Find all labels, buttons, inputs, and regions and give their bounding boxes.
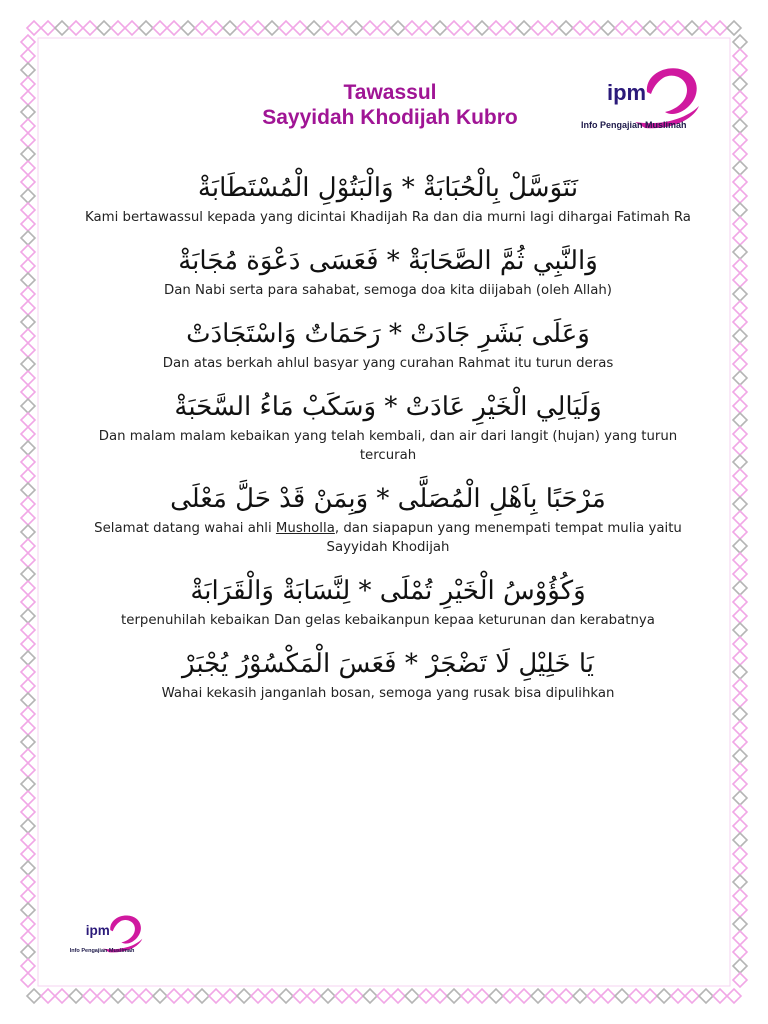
border-diamond bbox=[21, 77, 35, 91]
border-diamond bbox=[21, 105, 35, 119]
border-diamond bbox=[307, 989, 321, 1003]
border-diamond bbox=[21, 357, 35, 371]
verse-arabic: وَالنَّبِي ثُمَّ الصَّحَابَةْ * فَعَسَى دَعْوَة مُجَابَةْ bbox=[178, 246, 598, 276]
border-diamond bbox=[573, 21, 587, 35]
border-diamond bbox=[251, 21, 265, 35]
border-diamond bbox=[733, 637, 747, 651]
border-diamond bbox=[733, 875, 747, 889]
border-diamond bbox=[21, 945, 35, 959]
border-diamond bbox=[167, 989, 181, 1003]
border-diamond bbox=[475, 989, 489, 1003]
border-diamond bbox=[419, 21, 433, 35]
border-diamond bbox=[405, 21, 419, 35]
border-diamond bbox=[657, 989, 671, 1003]
verse-list bbox=[72, 168, 704, 703]
border-diamond bbox=[671, 989, 685, 1003]
border-diamond bbox=[733, 413, 747, 427]
verse-4 bbox=[72, 387, 704, 465]
border-diamond bbox=[21, 791, 35, 805]
border-diamond bbox=[733, 819, 747, 833]
border-diamond bbox=[21, 147, 35, 161]
border-diamond bbox=[21, 903, 35, 917]
border-diamond bbox=[447, 989, 461, 1003]
border-diamond bbox=[21, 805, 35, 819]
border-diamond bbox=[733, 161, 747, 175]
border-diamond bbox=[733, 903, 747, 917]
border-diamond bbox=[21, 49, 35, 63]
border-diamond bbox=[733, 665, 747, 679]
verse-6 bbox=[72, 571, 704, 630]
border-diamond bbox=[447, 21, 461, 35]
border-diamond bbox=[21, 217, 35, 231]
border-diamond bbox=[587, 989, 601, 1003]
border-diamond bbox=[125, 21, 139, 35]
border-diamond bbox=[21, 343, 35, 357]
border-diamond bbox=[733, 525, 747, 539]
border-diamond bbox=[21, 231, 35, 245]
border-diamond bbox=[21, 483, 35, 497]
border-diamond bbox=[335, 989, 349, 1003]
verse-arabic: وَعَلَى بَشَرِ جَادَتْ * رَحَمَاتٌ وَاسْتَجَادَتْ bbox=[186, 319, 590, 349]
border-diamond bbox=[223, 21, 237, 35]
border-diamond bbox=[237, 21, 251, 35]
border-diamond bbox=[21, 161, 35, 175]
border-diamond bbox=[21, 539, 35, 553]
border-diamond bbox=[21, 693, 35, 707]
border-diamond bbox=[733, 371, 747, 385]
border-diamond bbox=[733, 455, 747, 469]
border-diamond bbox=[21, 273, 35, 287]
border-diamond bbox=[503, 21, 517, 35]
verse-arabic: مَرْحَبًا بِاَهْلِ الْمُصَلَّى * وَبِمَنْ قَدْ حَلَّ مَعْلَى bbox=[170, 484, 606, 514]
border-diamond bbox=[733, 217, 747, 231]
border-diamond bbox=[21, 119, 35, 133]
border-diamond bbox=[733, 679, 747, 693]
border-diamond bbox=[733, 777, 747, 791]
border-diamond bbox=[41, 989, 55, 1003]
border-diamond bbox=[391, 989, 405, 1003]
border-diamond bbox=[685, 989, 699, 1003]
border-diamond bbox=[21, 399, 35, 413]
border-diamond bbox=[167, 21, 181, 35]
border-diamond bbox=[21, 763, 35, 777]
border-diamond bbox=[733, 91, 747, 105]
footer-ipm-logo bbox=[66, 910, 146, 960]
border-diamond bbox=[733, 567, 747, 581]
border-diamond bbox=[307, 21, 321, 35]
border-diamond bbox=[685, 21, 699, 35]
border-diamond bbox=[181, 21, 195, 35]
translation-text: , dan siapapun yang menempati tempat mulia yaitu Sayyidah Khodijah bbox=[326, 521, 682, 555]
border-diamond bbox=[657, 21, 671, 35]
border-diamond bbox=[21, 595, 35, 609]
border-diamond bbox=[223, 989, 237, 1003]
border-diamond bbox=[733, 931, 747, 945]
border-diamond bbox=[181, 989, 195, 1003]
border-diamond bbox=[573, 989, 587, 1003]
border-diamond bbox=[21, 133, 35, 147]
border-diamond bbox=[699, 989, 713, 1003]
border-diamond bbox=[733, 133, 747, 147]
border-diamond bbox=[489, 989, 503, 1003]
border-diamond bbox=[125, 989, 139, 1003]
border-diamond bbox=[475, 21, 489, 35]
border-diamond bbox=[21, 875, 35, 889]
border-diamond bbox=[733, 651, 747, 665]
border-diamond bbox=[21, 637, 35, 651]
border-diamond bbox=[733, 581, 747, 595]
border-diamond bbox=[21, 469, 35, 483]
title-line-2: Sayyidah Khodijah Kubro bbox=[262, 106, 518, 129]
logo-tagline: Info Pengajian Muslimah bbox=[581, 120, 687, 130]
border-diamond bbox=[733, 245, 747, 259]
border-diamond bbox=[279, 989, 293, 1003]
border-diamond bbox=[195, 989, 209, 1003]
border-diamond bbox=[69, 989, 83, 1003]
border-diamond bbox=[733, 945, 747, 959]
border-diamond bbox=[433, 989, 447, 1003]
border-diamond bbox=[97, 989, 111, 1003]
border-diamond bbox=[349, 989, 363, 1003]
border-diamond bbox=[733, 791, 747, 805]
border-diamond bbox=[733, 385, 747, 399]
border-diamond bbox=[21, 623, 35, 637]
border-diamond bbox=[733, 805, 747, 819]
border-diamond bbox=[21, 665, 35, 679]
border-diamond bbox=[21, 651, 35, 665]
logo-tagline: Info Pengajian Muslimah bbox=[69, 948, 135, 955]
border-diamond bbox=[733, 469, 747, 483]
border-diamond bbox=[27, 989, 41, 1003]
border-diamond bbox=[21, 581, 35, 595]
ipm-logo bbox=[575, 60, 705, 140]
border-diamond bbox=[671, 21, 685, 35]
border-diamond bbox=[21, 721, 35, 735]
verse-translation: Wahai kekasih janganlah bosan, semoga yang rusak bisa dipulihkan bbox=[161, 686, 615, 701]
border-diamond bbox=[363, 989, 377, 1003]
border-diamond bbox=[21, 847, 35, 861]
border-diamond bbox=[615, 21, 629, 35]
border-diamond bbox=[733, 973, 747, 987]
verse-translation bbox=[72, 519, 704, 557]
border-diamond bbox=[733, 441, 747, 455]
border-diamond bbox=[21, 63, 35, 77]
verse-arabic: يَا خَلِيْلِ لَا تَضْجَرْ * فَعَسَ الْمَكْسُوْرُ يُجْبَرْ bbox=[181, 649, 594, 679]
border-diamond bbox=[83, 989, 97, 1003]
border-diamond bbox=[21, 203, 35, 217]
border-diamond bbox=[733, 357, 747, 371]
border-diamond bbox=[321, 989, 335, 1003]
border-diamond bbox=[733, 763, 747, 777]
border-diamond bbox=[461, 989, 475, 1003]
border-diamond bbox=[733, 861, 747, 875]
border-diamond bbox=[643, 21, 657, 35]
verse-7 bbox=[72, 644, 704, 703]
border-diamond bbox=[21, 287, 35, 301]
border-diamond bbox=[643, 989, 657, 1003]
border-diamond bbox=[55, 21, 69, 35]
border-diamond bbox=[733, 889, 747, 903]
border-diamond bbox=[293, 989, 307, 1003]
logo-mark: ipm bbox=[85, 923, 110, 938]
border-diamond bbox=[209, 21, 223, 35]
border-diamond bbox=[21, 259, 35, 273]
border-diamond bbox=[21, 609, 35, 623]
border-diamond bbox=[733, 329, 747, 343]
border-diamond bbox=[733, 595, 747, 609]
border-diamond bbox=[21, 189, 35, 203]
border-diamond bbox=[559, 21, 573, 35]
border-diamond bbox=[461, 21, 475, 35]
border-diamond bbox=[153, 989, 167, 1003]
border-diamond bbox=[27, 21, 41, 35]
verse-5 bbox=[72, 479, 704, 557]
border-diamond bbox=[21, 511, 35, 525]
border-diamond bbox=[733, 917, 747, 931]
border-diamond bbox=[733, 553, 747, 567]
border-diamond bbox=[733, 49, 747, 63]
border-diamond bbox=[489, 21, 503, 35]
border-diamond bbox=[265, 21, 279, 35]
border-diamond bbox=[405, 989, 419, 1003]
border-diamond bbox=[733, 105, 747, 119]
border-diamond bbox=[733, 399, 747, 413]
border-diamond bbox=[21, 861, 35, 875]
border-diamond bbox=[433, 21, 447, 35]
translation-text: Selamat datang wahai ahli bbox=[94, 521, 276, 536]
border-diamond bbox=[21, 777, 35, 791]
border-diamond bbox=[733, 749, 747, 763]
border-diamond bbox=[21, 35, 35, 49]
border-diamond bbox=[733, 539, 747, 553]
border-diamond bbox=[629, 989, 643, 1003]
border-diamond bbox=[321, 21, 335, 35]
border-diamond bbox=[21, 245, 35, 259]
verse-1 bbox=[72, 168, 704, 227]
border-diamond bbox=[545, 989, 559, 1003]
border-diamond bbox=[733, 119, 747, 133]
border-diamond bbox=[733, 833, 747, 847]
verse-3 bbox=[72, 314, 704, 373]
verse-2 bbox=[72, 241, 704, 300]
border-diamond bbox=[699, 21, 713, 35]
border-diamond bbox=[733, 203, 747, 217]
border-diamond bbox=[21, 735, 35, 749]
border-diamond bbox=[733, 175, 747, 189]
border-diamond bbox=[293, 21, 307, 35]
border-diamond bbox=[733, 707, 747, 721]
border-diamond bbox=[545, 21, 559, 35]
border-diamond bbox=[97, 21, 111, 35]
border-diamond bbox=[21, 889, 35, 903]
border-diamond bbox=[733, 35, 747, 49]
verse-arabic: وَلَيَالِي الْخَيْرِ عَادَتْ * وَسَكَبْ مَاءُ السَّحَبَةْ bbox=[174, 392, 602, 422]
border-diamond bbox=[139, 21, 153, 35]
border-diamond bbox=[713, 21, 727, 35]
border-diamond bbox=[733, 959, 747, 973]
verse-translation: Kami bertawassul kepada yang dicintai Khadijah Ra dan dia murni lagi dihargai Fatimah Ra bbox=[85, 210, 691, 225]
border-diamond bbox=[727, 989, 741, 1003]
verse-translation: terpenuhilah kebaikan Dan gelas kebaikanpun kepaa keturunan dan kerabatnya bbox=[121, 613, 655, 628]
border-diamond bbox=[733, 287, 747, 301]
border-diamond bbox=[21, 427, 35, 441]
verse-arabic: نَتَوَسَّلْ بِالْحُبَابَةْ * وَالْبَتُوْلِ الْمُسْتَطَابَةْ bbox=[197, 173, 579, 203]
border-diamond bbox=[21, 707, 35, 721]
border-diamond bbox=[733, 63, 747, 77]
verse-translation: Dan malam malam kebaikan yang telah kembali, dan air dari langit (hujan) yang turun tercurah bbox=[98, 429, 678, 463]
border-diamond bbox=[629, 21, 643, 35]
border-diamond bbox=[733, 343, 747, 357]
border-diamond bbox=[21, 917, 35, 931]
border-diamond bbox=[733, 301, 747, 315]
border-diamond bbox=[615, 989, 629, 1003]
border-diamond bbox=[153, 21, 167, 35]
border-diamond bbox=[601, 989, 615, 1003]
border-diamond bbox=[349, 21, 363, 35]
border-diamond bbox=[733, 273, 747, 287]
logo-mark: ipm bbox=[607, 80, 647, 105]
border-diamond bbox=[21, 441, 35, 455]
border-diamond bbox=[733, 77, 747, 91]
border-diamond bbox=[733, 189, 747, 203]
border-diamond bbox=[713, 989, 727, 1003]
border-diamond bbox=[21, 833, 35, 847]
border-diamond bbox=[733, 511, 747, 525]
border-diamond bbox=[733, 315, 747, 329]
border-diamond bbox=[55, 989, 69, 1003]
border-diamond bbox=[517, 989, 531, 1003]
border-diamond bbox=[733, 231, 747, 245]
border-diamond bbox=[559, 989, 573, 1003]
border-diamond bbox=[21, 567, 35, 581]
border-diamond bbox=[531, 989, 545, 1003]
border-diamond bbox=[733, 427, 747, 441]
border-diamond bbox=[21, 959, 35, 973]
border-diamond bbox=[83, 21, 97, 35]
border-diamond bbox=[21, 315, 35, 329]
border-diamond bbox=[21, 175, 35, 189]
border-diamond bbox=[251, 989, 265, 1003]
border-diamond bbox=[377, 989, 391, 1003]
verse-translation: Dan Nabi serta para sahabat, semoga doa kita diijabah (oleh Allah) bbox=[164, 283, 612, 298]
border-diamond bbox=[21, 931, 35, 945]
border-diamond bbox=[587, 21, 601, 35]
border-diamond bbox=[111, 989, 125, 1003]
border-diamond bbox=[733, 259, 747, 273]
border-diamond bbox=[733, 483, 747, 497]
border-diamond bbox=[419, 989, 433, 1003]
musholla-underlined-word: Musholla bbox=[275, 521, 335, 536]
border-diamond bbox=[733, 609, 747, 623]
verse-translation: Dan atas berkah ahlul basyar yang curahan Rahmat itu turun deras bbox=[162, 356, 614, 371]
border-diamond bbox=[21, 329, 35, 343]
border-diamond bbox=[21, 371, 35, 385]
border-diamond bbox=[21, 553, 35, 567]
verse-arabic: وَكُؤُوْسُ الْخَيْرِ تُمْلَى * لِنَّسَابَةْ وَالْقَرَابَةْ bbox=[190, 576, 586, 606]
border-diamond bbox=[69, 21, 83, 35]
border-diamond bbox=[601, 21, 615, 35]
border-diamond bbox=[237, 989, 251, 1003]
border-diamond bbox=[733, 847, 747, 861]
border-diamond bbox=[733, 693, 747, 707]
border-diamond bbox=[195, 21, 209, 35]
border-diamond bbox=[517, 21, 531, 35]
border-diamond bbox=[733, 497, 747, 511]
border-diamond bbox=[21, 413, 35, 427]
border-diamond bbox=[363, 21, 377, 35]
border-diamond bbox=[391, 21, 405, 35]
border-diamond bbox=[21, 385, 35, 399]
border-diamond bbox=[21, 749, 35, 763]
border-diamond bbox=[733, 623, 747, 637]
hijab-swoosh-icon bbox=[110, 915, 141, 943]
border-diamond bbox=[21, 679, 35, 693]
border-diamond bbox=[21, 301, 35, 315]
page-title bbox=[200, 80, 580, 130]
border-diamond bbox=[21, 973, 35, 987]
border-diamond bbox=[21, 525, 35, 539]
border-diamond bbox=[265, 989, 279, 1003]
hijab-swoosh-icon bbox=[647, 68, 697, 114]
border-diamond bbox=[503, 989, 517, 1003]
border-diamond bbox=[279, 21, 293, 35]
border-diamond bbox=[21, 497, 35, 511]
border-diamond bbox=[111, 21, 125, 35]
border-diamond bbox=[21, 455, 35, 469]
border-diamond bbox=[139, 989, 153, 1003]
title-line-1: Tawassul bbox=[343, 81, 437, 104]
border-diamond bbox=[21, 91, 35, 105]
border-diamond bbox=[335, 21, 349, 35]
border-diamond bbox=[377, 21, 391, 35]
border-diamond bbox=[209, 989, 223, 1003]
border-diamond bbox=[727, 21, 741, 35]
border-diamond bbox=[733, 721, 747, 735]
border-diamond bbox=[21, 819, 35, 833]
border-diamond bbox=[733, 735, 747, 749]
border-diamond bbox=[733, 147, 747, 161]
border-diamond bbox=[531, 21, 545, 35]
border-diamond bbox=[41, 21, 55, 35]
